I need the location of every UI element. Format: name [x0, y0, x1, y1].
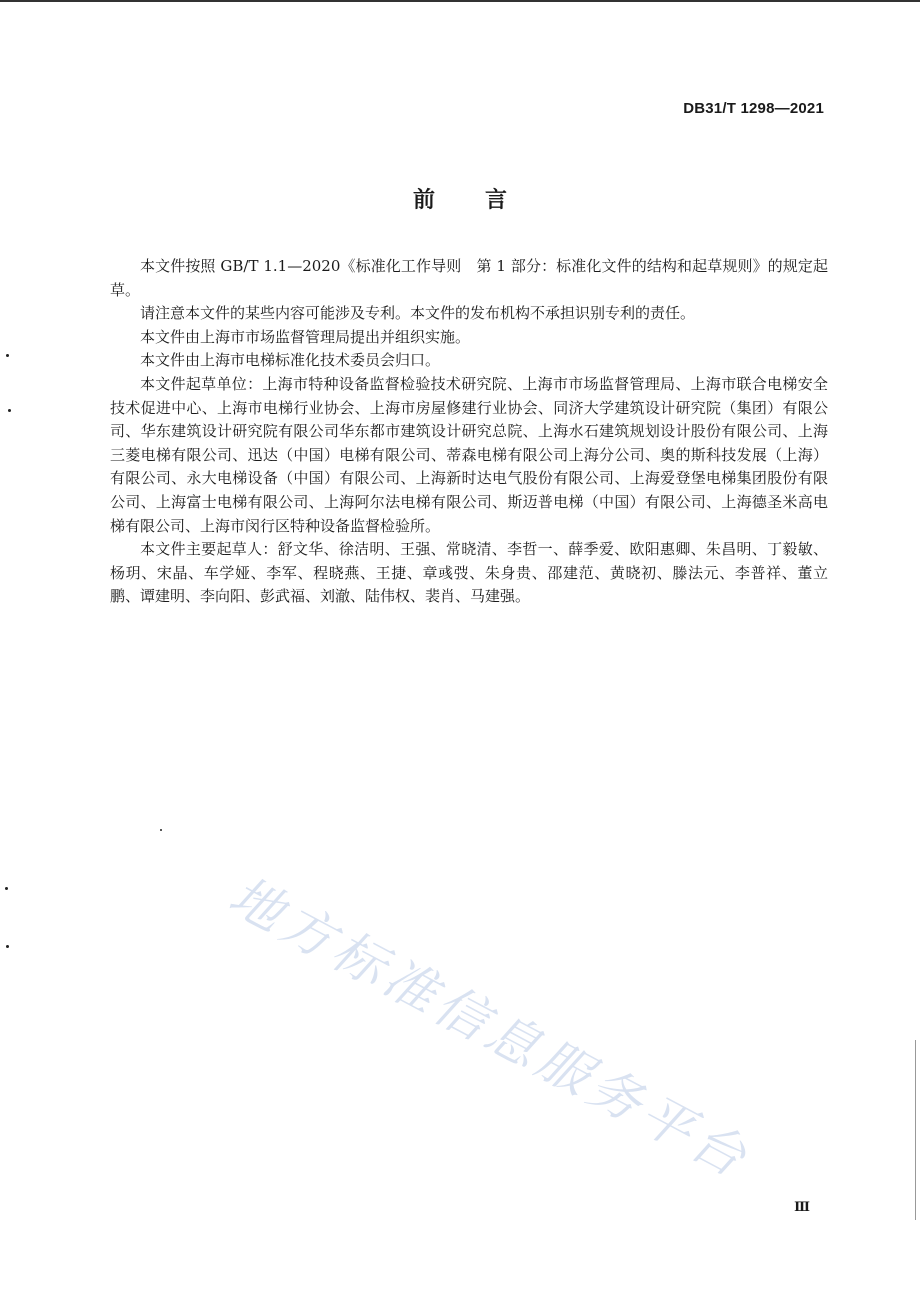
paragraph-proposer: 本文件由上海市市场监督管理局提出并组织实施。: [140, 327, 471, 346]
page-title: 前言: [412, 187, 557, 213]
scan-speck: [8, 409, 11, 412]
paragraph-drafting-units: 本文件起草单位：上海市特种设备监督检验技术研究院、上海市市场监督管理局、上海市联合电梯安全技术促进中心、上海市电梯行业协会、上海市房屋修建行业协会、同济大学建筑设计研究院（集团）有限公司、华东建筑设计研究院有限公司华东都市建筑设计研究总院、上海水石建筑规划设计股份有限公司、上海三菱电梯有限公司、迅达（中国）电梯有限公司、蒂森电梯有限公司上海分公司、奥的斯科技发展（上海）有限公司、永大电梯设备（中国）有限公司、上海新时达电气股份有限公司、上海爱登堡电梯集团股份有限公司、上海富士电梯有限公司、上海阿尔法电梯有限公司、斯迈普电梯（中国）有限公司、上海德圣米高电梯有限公司、上海市闵行区特种设备监督检验所。: [110, 374, 828, 535]
scan-speck: [6, 354, 9, 357]
document-code: DB31/T 1298—2021: [683, 100, 824, 117]
paragraph-patent-notice: 请注意本文件的某些内容可能涉及专利。本文件的发布机构不承担识别专利的责任。: [140, 304, 696, 323]
paragraph-drafting-rules: 本文件按照 GB/T 1.1—2020《标准化工作导则 第 1 部分：标准化文件的结构和起草规则》的规定起草。: [110, 257, 828, 299]
watermark-text: 地方标准信息服务平台: [219, 865, 760, 1192]
top-border-line: [0, 0, 920, 2]
foreword-body: [110, 255, 828, 609]
scan-speck: [5, 887, 8, 890]
scan-edge-line: [915, 1040, 916, 1220]
paragraph-drafters: 本文件主要起草人：舒文华、徐洁明、王强、常晓清、李哲一、薛季爱、欧阳惠卿、朱昌明、丁毅敏、杨玥、宋晶、车学娅、李军、程晓燕、王捷、章彧弢、朱身贵、邵建范、黄晓初、滕法元、李普祥、董立鹏、谭建明、李向阳、彭武福、刘澈、陆伟权、裴肖、马建强。: [110, 540, 828, 606]
scan-speck: [6, 945, 9, 948]
scan-speck: [160, 829, 162, 831]
paragraph-committee: 本文件由上海市电梯标准化技术委员会归口。: [140, 351, 441, 370]
page-number: Ⅲ: [794, 1200, 810, 1215]
